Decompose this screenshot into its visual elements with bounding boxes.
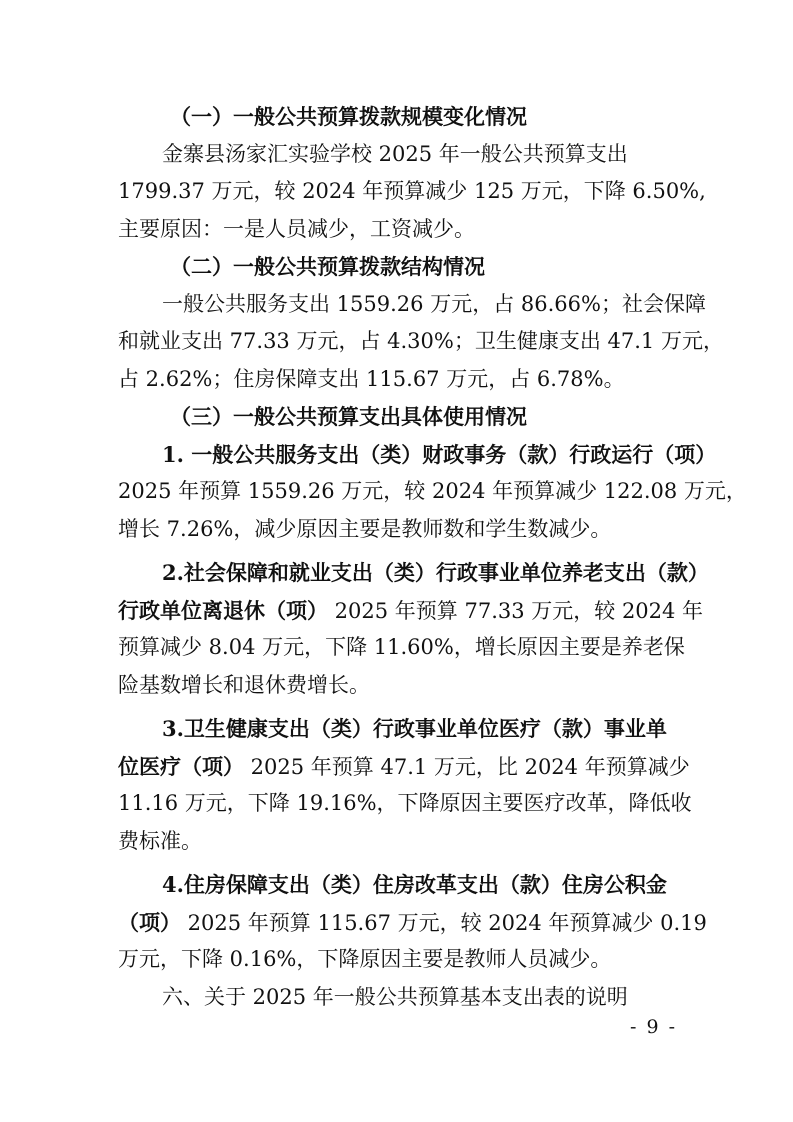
item3-line-1: 11.16 万元，下降 19.16%，下降原因主要医疗改革，降低收 xyxy=(118,791,692,815)
item2-title: 2.社会保障和就业支出（类）行政事业单位养老支出（款） xyxy=(162,560,709,585)
item2-bold-lead: 行政单位离退休（项） xyxy=(118,597,328,623)
item4-lead-rest: 2025 年预算 115.67 万元，较 2024 年预算减少 0.19 xyxy=(181,910,707,935)
item2-line-2: 险基数增长和退休费增长。 xyxy=(118,672,370,697)
section3-heading: （三）一般公共预算支出具体使用情况 xyxy=(170,404,527,429)
section2-line-2: 和就业支出 77.33 万元，占 4.30%；卫生健康支出 47.1 万元， xyxy=(118,329,724,353)
item4-lead-line xyxy=(118,904,707,942)
item2-line-1: 预算减少 8.04 万元，下降 11.60%，增长原因主要是养老保 xyxy=(118,635,685,659)
document-body xyxy=(118,98,747,1016)
section2-line-3: 占 2.62%；住房保障支出 115.67 万元，占 6.78%。 xyxy=(118,366,625,391)
section6-heading: 六、关于 2025 年一般公共预算基本支出表的说明 xyxy=(162,984,628,1009)
item4-line-1: 万元，下降 0.16%，下降原因主要是教师人员减少。 xyxy=(118,947,612,971)
item3-lead-rest: 2025 年预算 47.1 万元，比 2024 年预算减少 xyxy=(244,754,690,779)
item3-lead-line xyxy=(118,748,690,786)
item3-bold-lead: 位医疗（项） xyxy=(118,753,244,779)
item1-title: 1. 一般公共服务支出（类）财政事务（款）行政运行（项） xyxy=(162,441,717,467)
section1-heading: （一）一般公共预算拨款规模变化情况 xyxy=(170,104,527,129)
section1-line-3: 主要原因：一是人员减少，工资减少。 xyxy=(118,216,475,241)
item3-title: 3.卫生健康支出（类）行政事业单位医疗（款）事业单 xyxy=(162,716,667,741)
item1-line-2: 增长 7.26%，减少原因主要是教师数和学生数减少。 xyxy=(118,516,612,541)
section2-heading: （二）一般公共预算拨款结构情况 xyxy=(170,254,485,279)
page-number: - 9 - xyxy=(629,1016,677,1038)
item4-bold-lead: （项） xyxy=(118,909,181,935)
section2-line-1: 一般公共服务支出 1559.26 万元，占 86.66%；社会保障 xyxy=(162,291,706,316)
item4-title: 4.住房保障支出（类）住房改革支出（款）住房公积金 xyxy=(162,872,667,897)
item1-line-1: 2025 年预算 1559.26 万元，较 2024 年预算减少 122.08 万元， xyxy=(118,479,747,503)
item3-line-2: 费标准。 xyxy=(118,828,202,853)
section1-line-2: 1799.37 万元，较 2024 年预算减少 125 万元，下降 6.50%, xyxy=(118,179,706,203)
section1-line-1: 金寨县汤家汇实验学校 2025 年一般公共预算支出 xyxy=(162,141,628,166)
item2-lead-rest: 2025 年预算 77.33 万元，较 2024 年 xyxy=(328,598,704,623)
item2-lead-line xyxy=(118,592,704,630)
